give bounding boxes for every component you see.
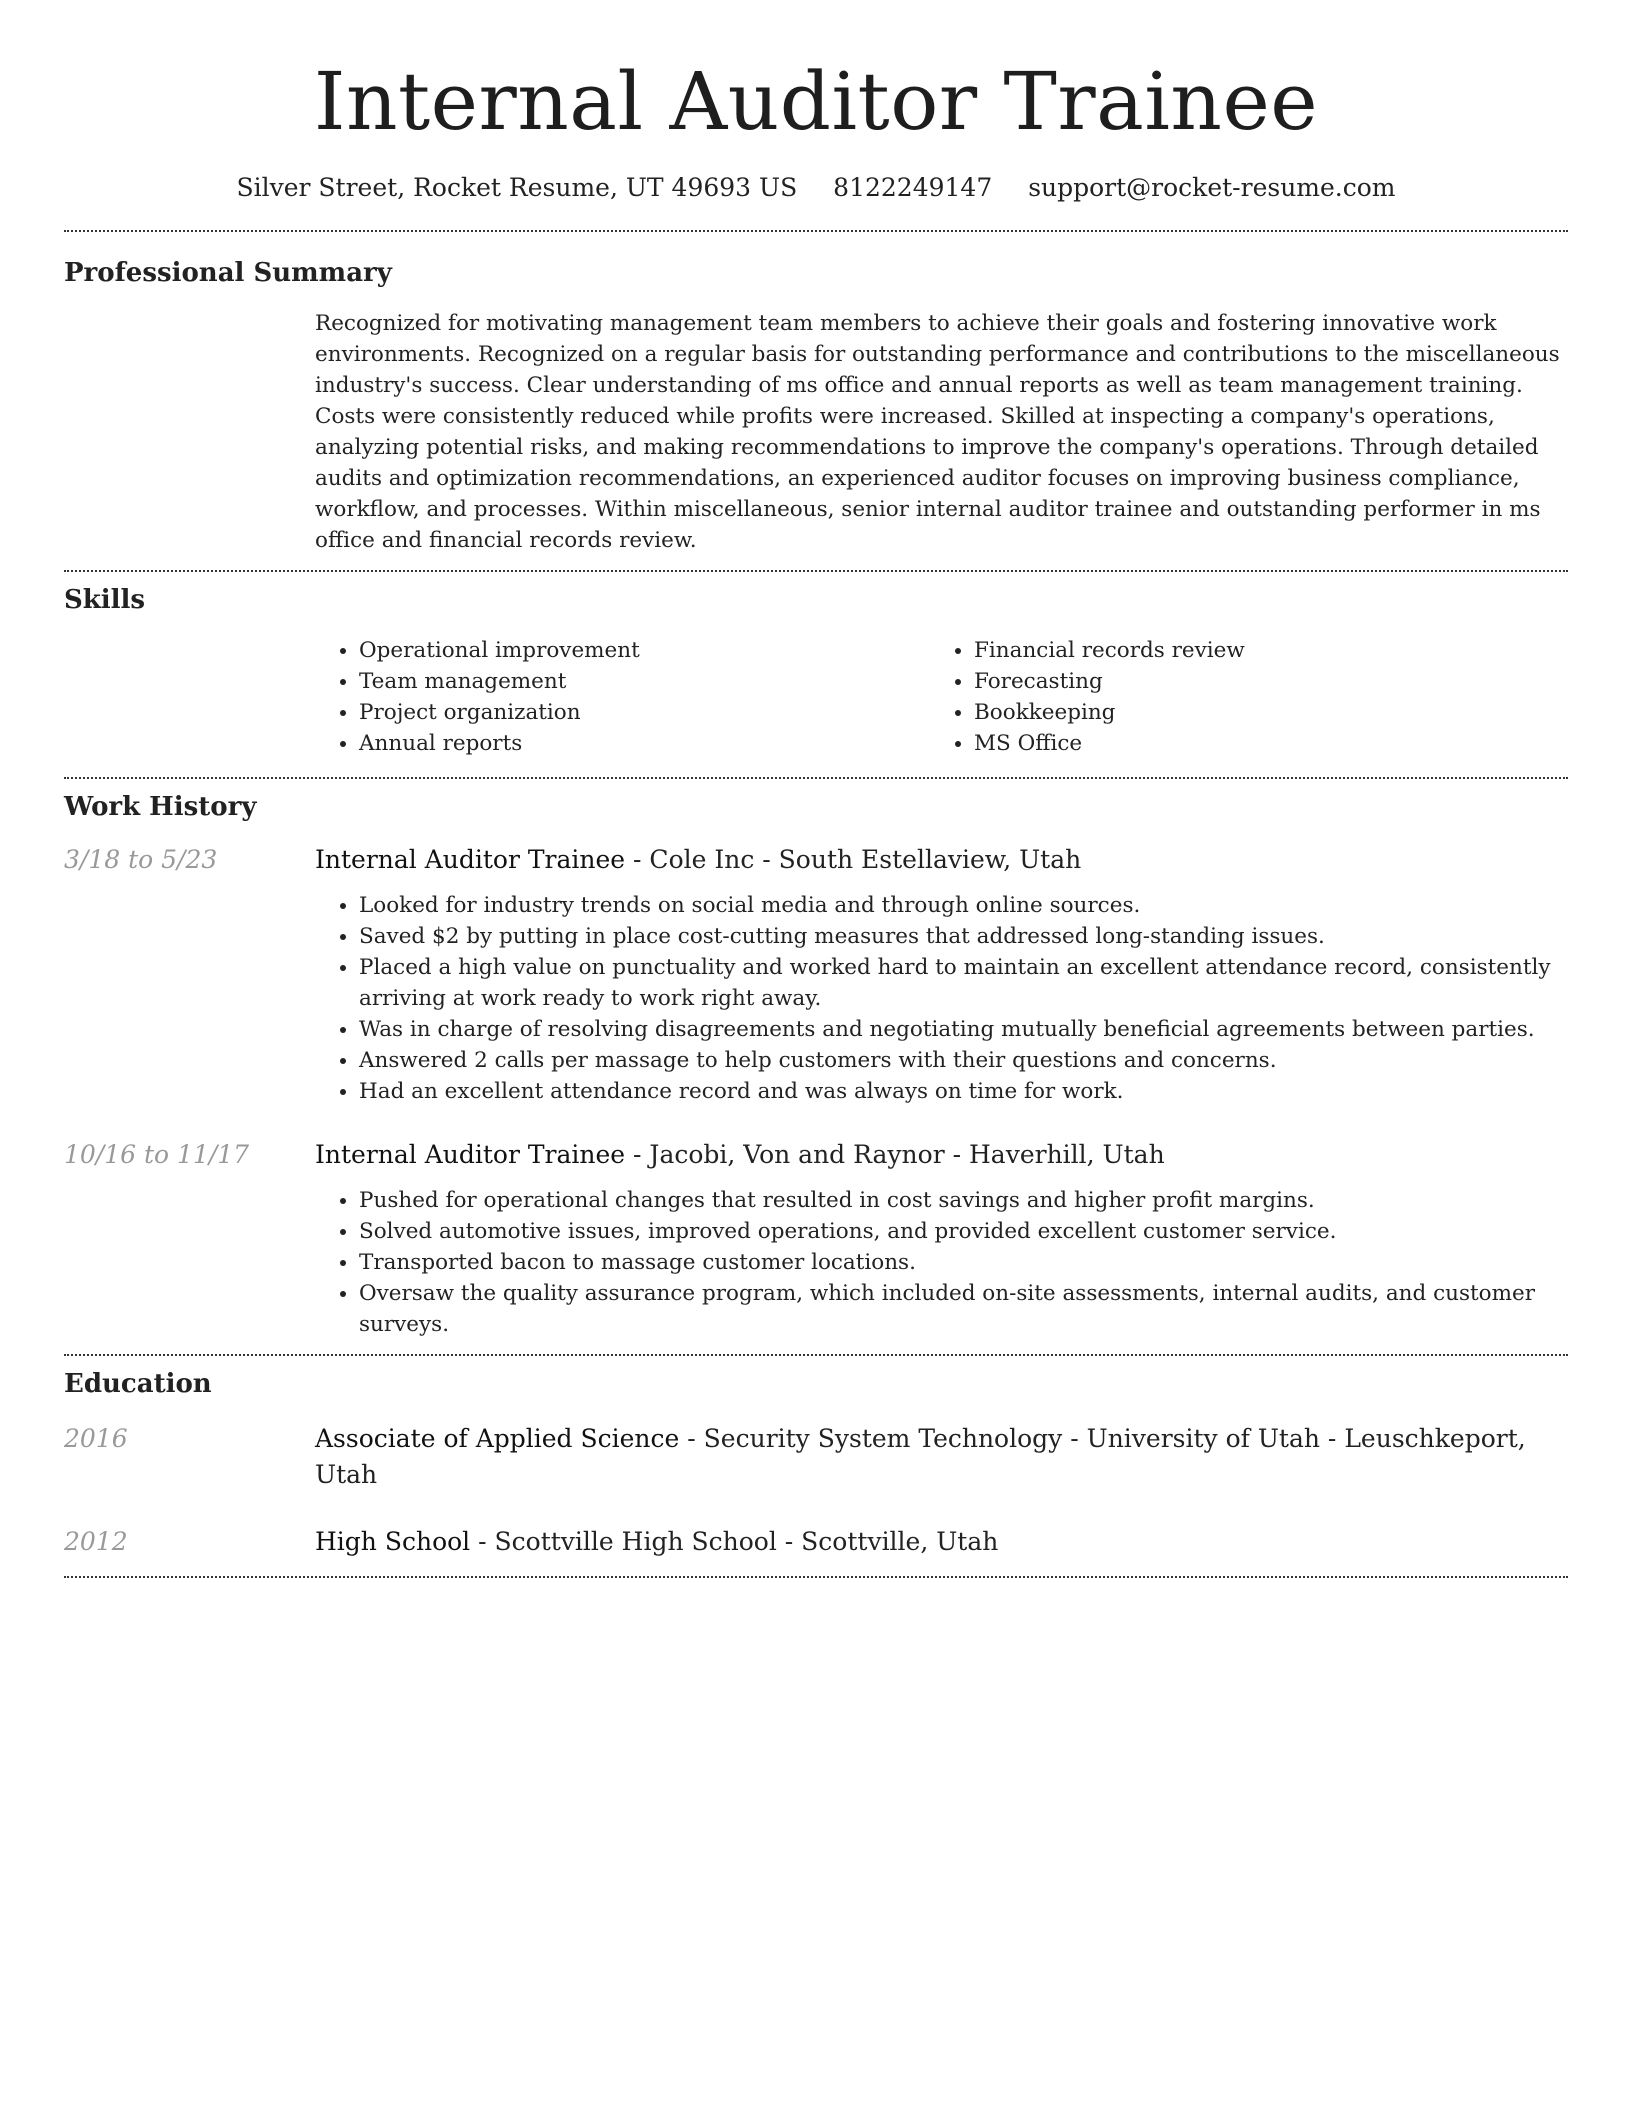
education-year: 2012 — [64, 1527, 128, 1556]
phone: 8122249147 — [833, 173, 993, 202]
education-entry — [64, 1524, 1568, 1560]
skill-item: • Financial records review — [974, 635, 1545, 666]
job-company-location: - Cole Inc - South Estellaview, Utah — [625, 845, 1082, 874]
degree: Associate of Applied Science — [315, 1424, 680, 1453]
job-bullets — [315, 1185, 1568, 1340]
education-details: - Scottville High School - Scottville, Utah — [470, 1527, 999, 1556]
job-title: Internal Auditor Trainee — [315, 1140, 626, 1169]
address: Silver Street, Rocket Resume, UT 49693 US — [236, 173, 798, 202]
skills-grid — [315, 635, 1568, 759]
work-history-section — [64, 779, 1568, 1340]
job-bullet: • Was in charge of resolving disagreements and negotiating mutually beneficial agreements between parties. — [359, 1014, 1568, 1045]
education-year: 2016 — [64, 1424, 128, 1453]
job-entry — [64, 842, 1568, 1107]
skill-item: • Project organization — [359, 697, 930, 728]
job-bullet: • Looked for industry trends on social media and through online sources. — [359, 890, 1568, 921]
job-company-location: - Jacobi, Von and Raynor - Haverhill, Utah — [625, 1140, 1165, 1169]
job-bullet: • Pushed for operational changes that resulted in cost savings and higher profit margins. — [359, 1185, 1568, 1216]
skill-item: • MS Office — [974, 728, 1545, 759]
job-bullet: • Solved automotive issues, improved operations, and provided excellent customer service. — [359, 1216, 1568, 1247]
education-entry — [64, 1421, 1568, 1493]
candidate-name: Internal Auditor Trainee — [313, 55, 1319, 148]
job-bullets — [315, 890, 1568, 1107]
skills-column-left — [315, 635, 930, 759]
education-heading — [315, 1524, 1568, 1560]
email: support@rocket-resume.com — [1028, 173, 1396, 202]
job-heading — [315, 1137, 1568, 1173]
skills-column-right — [930, 635, 1545, 759]
education-section — [64, 1356, 1568, 1560]
skill-item: • Operational improvement — [359, 635, 930, 666]
resume-page — [64, 0, 1568, 1578]
job-dates: 10/16 to 11/17 — [64, 1140, 250, 1169]
education-heading — [315, 1421, 1568, 1493]
job-entry — [64, 1137, 1568, 1340]
section-title-work-history: Work History — [64, 792, 257, 822]
skill-item: • Forecasting — [974, 666, 1545, 697]
job-bullet: • Oversaw the quality assurance program, which included on-site assessments, internal audits, and customer surveys. — [359, 1278, 1568, 1340]
job-title: Internal Auditor Trainee — [315, 845, 626, 874]
education-details: - Security System Technology - University of Utah - Leuschkeport, Utah — [315, 1424, 1526, 1489]
job-heading — [315, 842, 1568, 878]
skill-item: • Annual reports — [359, 728, 930, 759]
job-body — [315, 1137, 1568, 1340]
job-bullet: • Saved $2 by putting in place cost-cutting measures that addressed long-standing issues. — [359, 921, 1568, 952]
job-bullet: • Placed a high value on punctuality and worked hard to maintain an excellent attendance record, consistently arriving at work ready to work right away. — [359, 952, 1568, 1014]
divider — [64, 1576, 1568, 1578]
education-body — [315, 1524, 1568, 1560]
job-bullet: • Had an excellent attendance record and was always on time for work. — [359, 1076, 1568, 1107]
degree: High School — [315, 1527, 471, 1556]
skill-item: • Bookkeeping — [974, 697, 1545, 728]
job-body — [315, 842, 1568, 1107]
section-title-summary: Professional Summary — [64, 258, 392, 288]
skill-item: • Team management — [359, 666, 930, 697]
job-dates: 3/18 to 5/23 — [64, 845, 218, 874]
education-body — [315, 1421, 1568, 1493]
section-title-education: Education — [64, 1369, 212, 1399]
contact-line — [64, 170, 1568, 206]
summary-section — [64, 232, 1568, 556]
section-title-skills: Skills — [64, 585, 146, 615]
job-bullet: • Answered 2 calls per massage to help customers with their questions and concerns. — [359, 1045, 1568, 1076]
summary-text: Recognized for motivating management team members to achieve their goals and fostering innovative work environments. Recognized on a regular basis for outstanding performance and contributions to the miscellaneous industry's success. Clear understanding of ms office and annual reports as well as team management training. Costs were consistently reduced while profits were increased. Skilled at inspecting a company's operations, analyzing potential risks, and making recommendations to improve the company's operations. Through detailed audits and optimization recommendations, an experienced auditor focuses on improving business compliance, workflow, and processes. Within miscellaneous, senior internal auditor trainee and outstanding performer in ms office and financial records review. — [315, 311, 1560, 553]
summary-content — [315, 308, 1568, 556]
skills-section — [64, 572, 1568, 759]
job-bullet: • Transported bacon to massage customer locations. — [359, 1247, 1568, 1278]
skills-content — [315, 635, 1568, 759]
